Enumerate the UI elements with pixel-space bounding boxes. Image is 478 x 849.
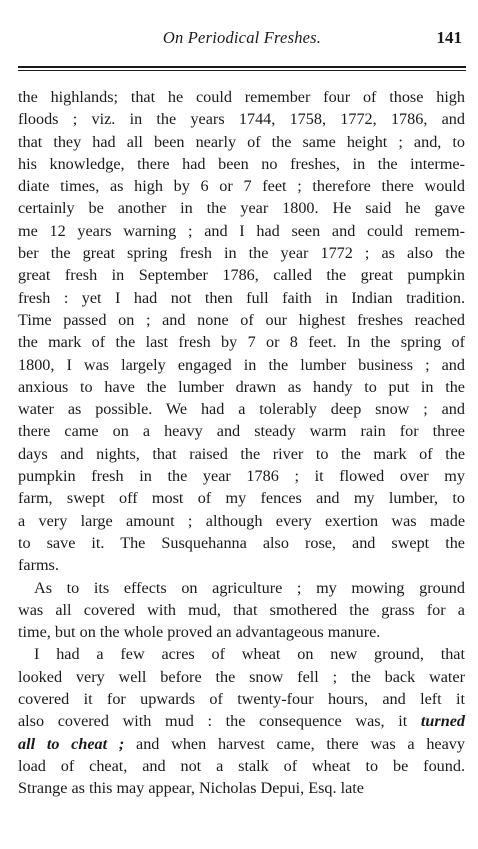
text-line: farm, swept off most of my fences and my lumber, to — [18, 489, 465, 508]
text-line: load of cheat, and not a stalk of wheat to be found. — [18, 756, 465, 775]
emphasis-text: all to cheat ; — [18, 734, 125, 753]
text-line: the mark of the last fresh by 7 or 8 feet. In the spring of — [18, 333, 465, 352]
text-line: the highlands; that he could remember four of those high — [18, 88, 465, 106]
text-line: days and nights, that raised the river to the mark of the — [18, 444, 465, 463]
text-line-rest: and when harvest came, there was a heavy — [124, 734, 465, 753]
text-line: me 12 years warning ; and I had seen and could remem- — [18, 221, 465, 240]
text-line: ber the great spring fresh in the year 1772 ; as also the — [18, 244, 465, 263]
text-line-main: also covered with mud : the consequence was, it — [18, 712, 421, 731]
text-line: time, but on the whole proved an advantageous manure. — [18, 623, 381, 642]
text-line: farms. — [18, 556, 59, 575]
text-line: covered it for upwards of twenty-four hours, and left it — [18, 690, 465, 709]
text-line: Strange as this may appear, Nicholas Depui, Esq. late — [18, 779, 364, 798]
text-line: that they had all been nearly of the same height ; and, to — [18, 132, 465, 151]
page-number: 141 — [436, 28, 462, 47]
text-line: looked very well before the snow fell ; the back water — [18, 667, 465, 686]
text-line: water as possible. We had a tolerably deep snow ; and — [18, 400, 465, 419]
text-line: anxious to have the lumber drawn as handy to put in the — [18, 377, 465, 396]
text-line: was all covered with mud, that smothered the grass for a — [18, 600, 465, 619]
text-line: 1800, I was largely engaged in the lumber business ; and — [18, 355, 465, 374]
text-line: Time passed on ; and none of our highest freshes reached — [18, 310, 465, 329]
header-rule-thin — [18, 70, 466, 71]
text-line: As to its effects on agriculture ; my mowing ground — [34, 578, 465, 597]
running-title: On Periodical Freshes. — [162, 28, 322, 47]
text-line — [18, 733, 465, 755]
text-line: there came on a heavy and steady warm rain for three — [18, 422, 465, 441]
text-line: his knowledge, there had been no freshes, in the interme- — [18, 154, 465, 173]
text-line: great fresh in September 1786, called the great pumpkin — [18, 266, 465, 285]
header-rule-thick — [18, 66, 466, 68]
text-line: fresh : yet I had not then full faith in Indian tradition. — [18, 288, 465, 307]
text-line: a very large amount ; although every exertion was made — [18, 511, 465, 530]
text-line — [18, 710, 465, 732]
body-text — [18, 86, 465, 800]
text-line: floods ; viz. in the years 1744, 1758, 1772, 1786, and — [18, 110, 465, 129]
emphasis-text: turned — [420, 712, 465, 731]
text-line: I had a few acres of wheat on new ground, that — [34, 645, 465, 664]
text-line: certainly be another in the year 1800. He said he gave — [18, 199, 465, 218]
text-line: to save it. The Susquehanna also rose, and swept the — [18, 533, 465, 552]
text-line: diate times, as high by 6 or 7 feet ; therefore there would — [18, 177, 465, 196]
page-header — [18, 28, 466, 52]
text-line: pumpkin fresh in the year 1786 ; it flowed over my — [18, 467, 465, 486]
